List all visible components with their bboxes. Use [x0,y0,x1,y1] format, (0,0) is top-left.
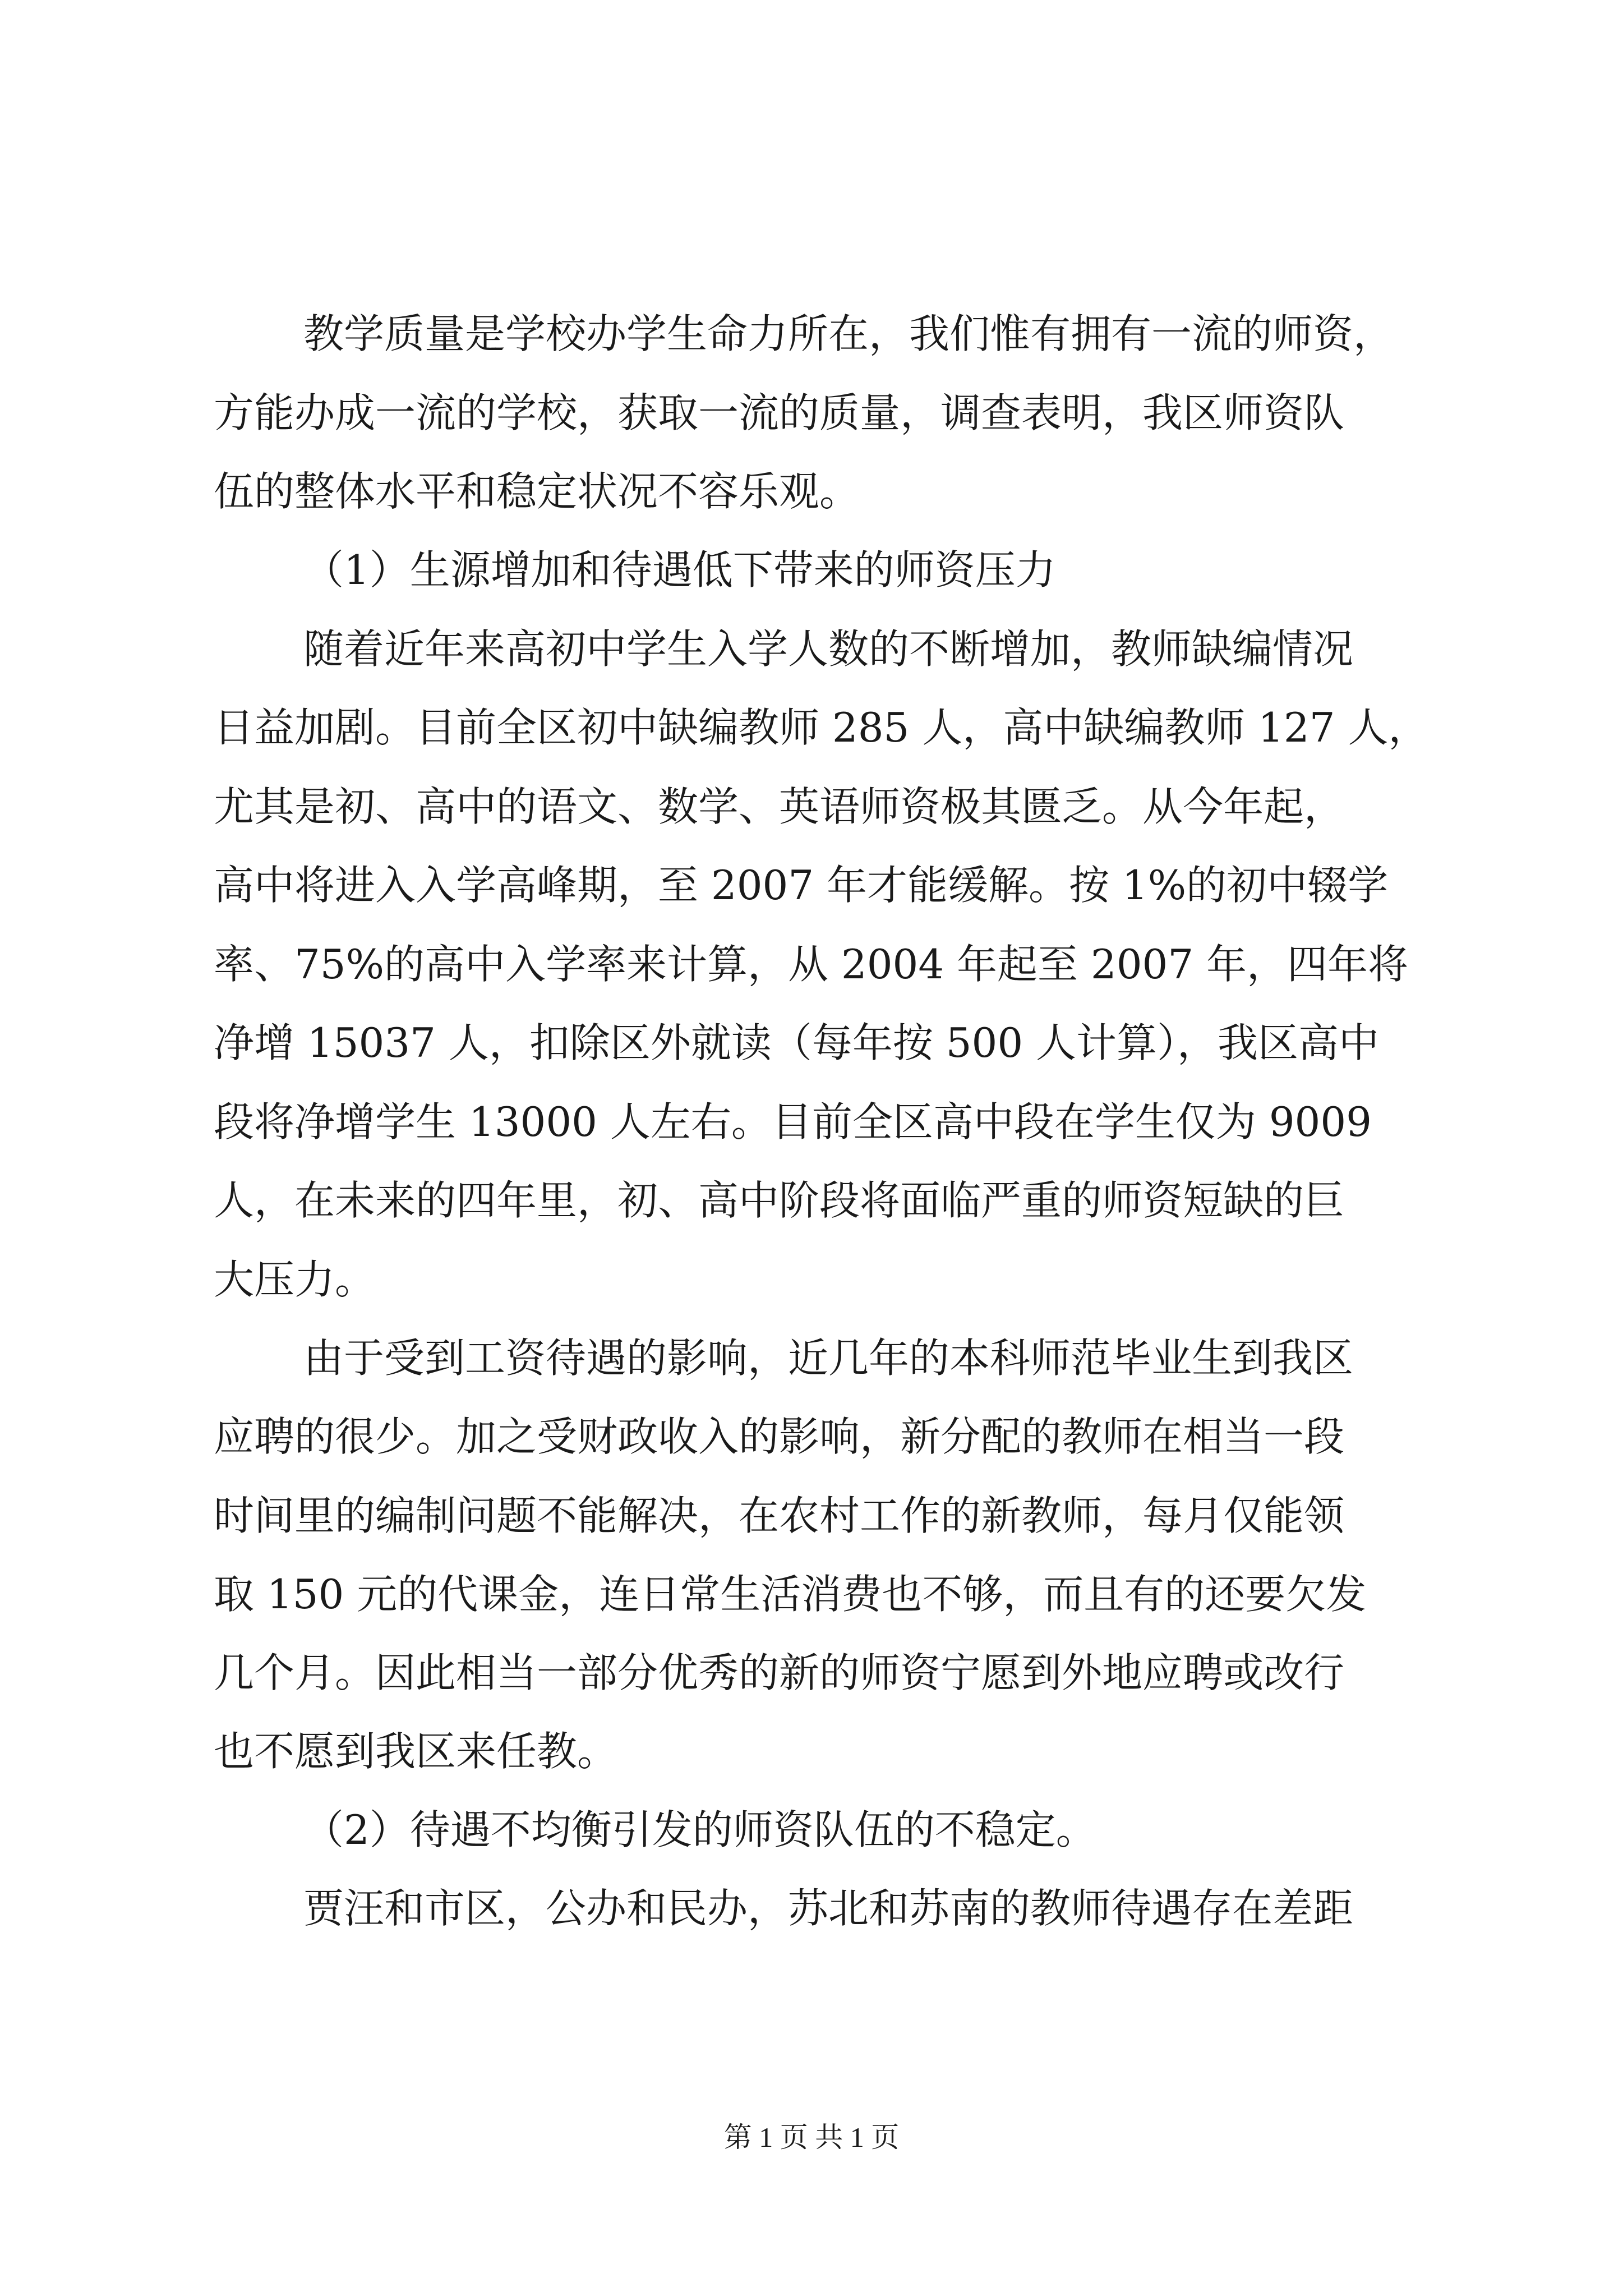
section-heading: （2）待遇不均衡引发的师资队伍的不稳定。 [303,1806,1096,1853]
paragraph-line: 时间里的编制问题不能解决，在农村工作的新教师，每月仅能领 [214,1492,1345,1539]
paragraph-line: 教学质量是学校办学生命力所在，我们惟有拥有一流的师资， [303,310,1394,357]
section-heading: （1）生源增加和待遇低下带来的师资压力 [303,546,1056,593]
paragraph-line: 应聘的很少。加之受财政收入的影响，新分配的教师在相当一段 [214,1413,1345,1460]
paragraph-line: 净增 15037 人，扣除区外就读（每年按 500 人计算），我区高中 [214,1019,1380,1066]
paragraph-line: 取 150 元的代课金，连日常生活消费也不够，而且有的还要欠发 [214,1571,1367,1618]
paragraph-line: 尤其是初、高中的语文、数学、英语师资极其匮乏。从今年起， [214,783,1345,830]
paragraph-line: 几个月。因此相当一部分优秀的新的师资宁愿到外地应聘或改行 [214,1649,1345,1696]
paragraph-line: 段将净增学生 13000 人左右。目前全区高中段在学生仅为 9009 [214,1098,1372,1145]
paragraph-line: 随着近年来高初中学生入学人数的不断增加，教师缺编情况 [303,625,1354,673]
paragraph-line: 人，在未来的四年里，初、高中阶段将面临严重的师资短缺的巨 [214,1177,1345,1224]
paragraph-line: 伍的整体水平和稳定状况不容乐观。 [214,468,860,515]
page-footer: 第 1 页 共 1 页 [723,2122,900,2153]
paragraph-line: 由于受到工资待遇的影响，近几年的本科师范毕业生到我区 [303,1335,1354,1382]
paragraph-line: 也不愿到我区来任教。 [214,1728,618,1775]
paragraph-line: 大压力。 [214,1256,376,1303]
paragraph-line: 贾汪和市区，公办和民办，苏北和苏南的教师待遇存在差距 [303,1885,1354,1932]
paragraph-line: 日益加剧。目前全区初中缺编教师 285 人，高中缺编教师 127 人， [214,704,1429,751]
paragraph-line: 高中将进入入学高峰期，至 2007 年才能缓解。按 1%的初中辍学 [214,862,1389,909]
paragraph-line: 率、75%的高中入学率来计算，从 2004 年起至 2007 年，四年将 [214,941,1409,988]
paragraph-line: 方能办成一流的学校，获取一流的质量，调查表明，我区师资队 [214,389,1345,436]
